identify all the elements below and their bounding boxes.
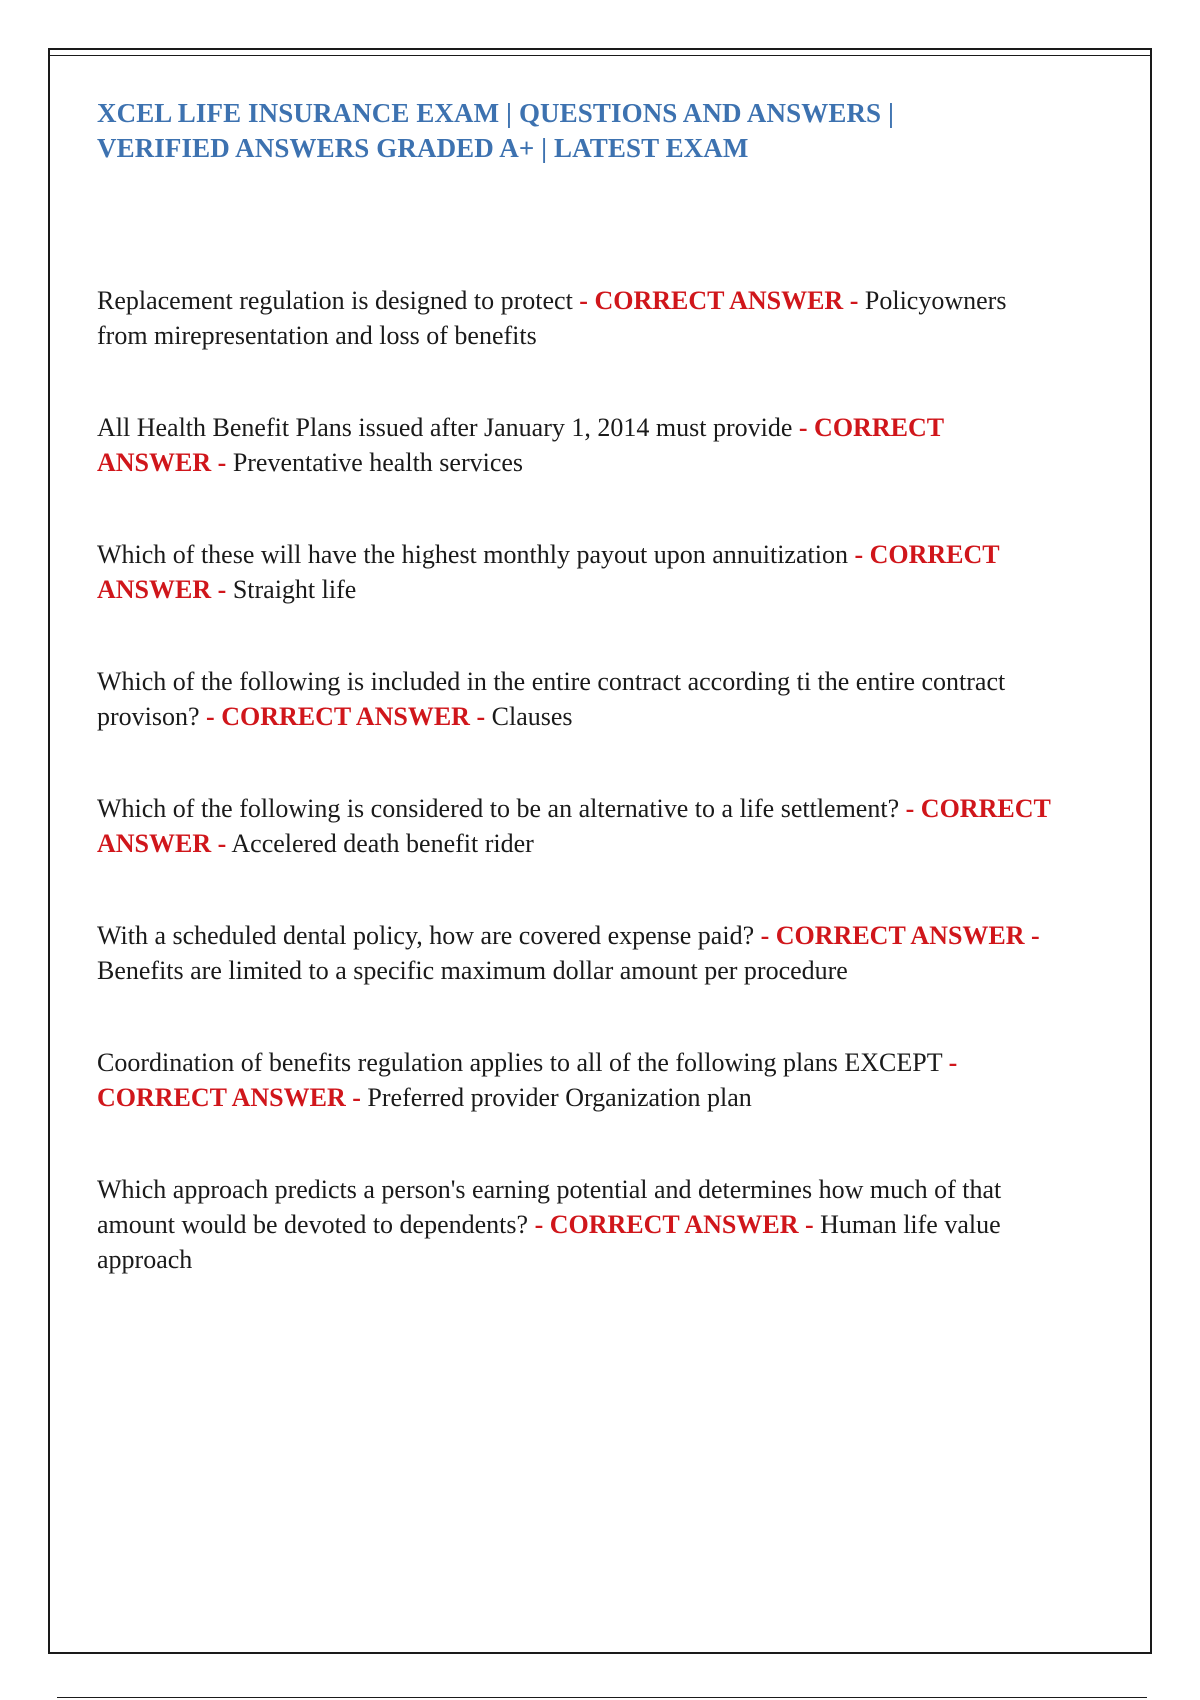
separator: -: [760, 921, 770, 950]
qa-item: [97, 791, 1057, 861]
qa-item: [97, 1172, 1057, 1277]
separator: -: [352, 1083, 361, 1112]
separator: -: [854, 540, 864, 569]
separator: -: [217, 448, 227, 477]
question-text: Which approach predicts a person's earning potential and determines how much of that amount would be devoted to dependents?: [97, 1175, 1002, 1239]
next-page-top-rule: [57, 1697, 1147, 1698]
correct-answer-label: CORRECT ANSWER: [97, 413, 944, 477]
answer-text: Human life value approach: [97, 1210, 1001, 1274]
correct-answer-label: CORRECT ANSWER: [594, 286, 844, 315]
separator: -: [905, 794, 915, 823]
frame-top-rule: [50, 55, 1150, 56]
qa-item: [97, 537, 1057, 607]
answer-text: Accelered death benefit rider: [231, 829, 534, 858]
separator: -: [579, 286, 588, 315]
separator: -: [217, 575, 227, 604]
separator: -: [804, 1210, 814, 1239]
answer-text: Policyowners from mirepresentation and loss of benefits: [97, 286, 1007, 350]
question-text: All Health Benefit Plans issued after January 1, 2014 must provide: [97, 413, 793, 442]
correct-answer-label: CORRECT ANSWER: [549, 1210, 799, 1239]
separator: -: [476, 702, 486, 731]
answer-text: Preferred provider Organization plan: [367, 1083, 752, 1112]
question-text: With a scheduled dental policy, how are covered expense paid?: [97, 921, 755, 950]
question-text: Which of the following is included in the entire contract according ti the entire contract provison?: [97, 667, 1006, 731]
question-text: Replacement regulation is designed to protect: [97, 286, 573, 315]
separator: -: [798, 413, 808, 442]
document-title: XCEL LIFE INSURANCE EXAM | QUESTIONS AND ANSWERS | VERIFIED ANSWERS GRADED A+ | LATEST EXAM: [97, 98, 895, 163]
qa-item: [97, 1045, 1057, 1115]
correct-answer-label: CORRECT ANSWER: [97, 794, 1051, 858]
correct-answer-label: CORRECT ANSWER: [775, 921, 1025, 950]
answer-text: Straight life: [232, 575, 357, 604]
qa-list: [97, 283, 1057, 1277]
correct-answer-label: CORRECT ANSWER: [97, 1083, 346, 1112]
separator: -: [217, 829, 227, 858]
answer-text: Benefits are limited to a specific maximum dollar amount per procedure: [97, 956, 848, 985]
qa-item: [97, 410, 1057, 480]
separator: -: [1031, 921, 1040, 950]
qa-item: [97, 664, 1057, 734]
qa-item: [97, 283, 1057, 353]
question-text: Coordination of benefits regulation applies to all of the following plans EXCEPT: [97, 1048, 943, 1077]
answer-text: Preventative health services: [232, 448, 524, 477]
separator: -: [534, 1210, 544, 1239]
correct-answer-label: CORRECT ANSWER: [221, 702, 470, 731]
separator: -: [849, 286, 859, 315]
answer-text: Clauses: [491, 702, 573, 731]
correct-answer-label: CORRECT ANSWER: [97, 540, 1000, 604]
separator: -: [948, 1048, 958, 1077]
question-text: Which of these will have the highest monthly payout upon annuitization: [97, 540, 848, 569]
separator: -: [206, 702, 215, 731]
qa-item: [97, 918, 1057, 988]
question-text: Which of the following is considered to be an alternative to a life settlement?: [97, 794, 900, 823]
